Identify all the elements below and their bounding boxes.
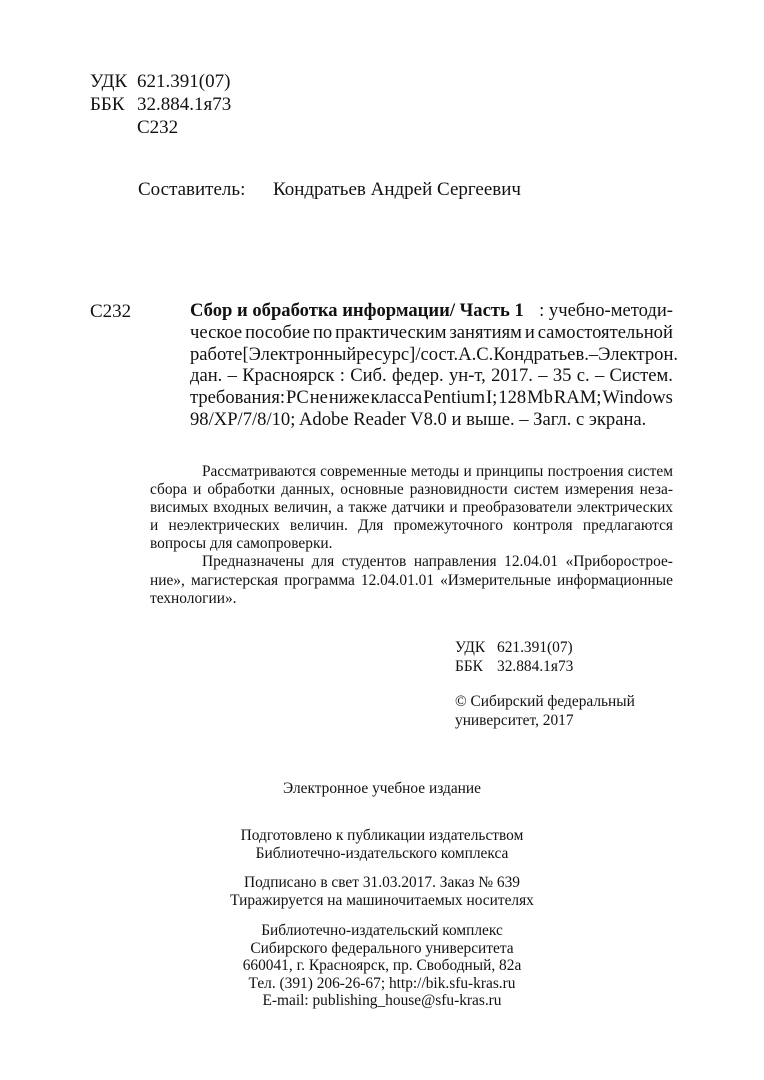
compiler-label: Составитель: xyxy=(138,179,246,200)
bibliographic-line: работе [Электронный ресурс] / сост. А.С. Кондратьев. – Электрон. xyxy=(190,343,679,365)
abstract xyxy=(150,463,673,608)
abstract-line: Рассматриваются современные методы и принципы построения систем xyxy=(202,463,673,480)
bibliographic-line: ческое пособие по практическим занятиям и самостоятельной xyxy=(190,321,673,343)
udk-bbk-block-top xyxy=(90,70,231,139)
copyright-line: © Сибирский федеральный xyxy=(455,693,635,710)
udk-row xyxy=(90,70,231,93)
book-title: Сбор и обработка информации/ Часть 1 xyxy=(190,300,524,321)
publisher-line: 660041, г. Красноярск, пр. Свободный, 82а xyxy=(242,957,522,974)
copyright-notice xyxy=(455,692,635,730)
abstract-line: ние», магистерская программа 12.04.01.01 «Измерительные информационные xyxy=(150,571,673,589)
bibliographic-line-text: : учебно-методи- xyxy=(539,300,673,321)
edition-type-text: Электронное учебное издание xyxy=(283,780,481,797)
bbk-row xyxy=(455,657,573,676)
prepared-line: Библиотечно-издательского комплекса xyxy=(255,844,509,862)
publisher-info xyxy=(0,922,764,1010)
abstract-line: Предназначены для студентов направления 12.04.01 «Приборострое- xyxy=(202,553,673,571)
bibliographic-line: 98/XP/7/8/10; Adobe Reader V8.0 и выше. – Загл. с экрана. xyxy=(190,408,647,430)
signed-line: Подписано в свет 31.03.2017. Заказ № 639 xyxy=(244,874,520,891)
compiler-line xyxy=(138,178,521,201)
signed-line: Тиражируется на машиночитаемых носителях xyxy=(230,891,534,909)
publisher-line: Тел. (391) 206-26-67; http://bik.sfu-kras.ru xyxy=(248,974,516,992)
abstract-line: технологии». xyxy=(150,589,237,607)
bibliographic-line: требования: PC не ниже класса Pentium I; 128 Mb RAM; Windows xyxy=(190,387,673,409)
bibliographic-line xyxy=(190,300,673,322)
udk-label: УДК xyxy=(90,71,128,92)
author-mark: С232 xyxy=(137,117,179,138)
abstract-line: висимых входных величин, а также датчики и преобразователи электрических xyxy=(150,499,673,517)
abstract-line: сбора и обработки данных, основные разновидности систем измерения неза- xyxy=(150,481,673,499)
bibliographic-code: С232 xyxy=(90,301,132,322)
bbk-label: ББК xyxy=(455,658,483,675)
udk-bbk-block-bottom xyxy=(455,638,573,676)
bbk-value: 32.884.1я73 xyxy=(497,658,574,675)
udk-label: УДК xyxy=(455,639,486,656)
bibliographic-description xyxy=(190,300,679,431)
udk-row xyxy=(455,638,573,657)
abstract-line: и неэлектрических величин. Для промежуточного контроля предлагаются xyxy=(150,517,673,535)
edition-type xyxy=(0,780,764,798)
copyright-line: университет, 2017 xyxy=(455,712,574,729)
bibliographic-line: дан. – Красноярск : Сиб. федер. ун-т, 2017. – 35 с. – Систем. xyxy=(190,365,673,387)
compiler-name: Кондратьев Андрей Сергеевич xyxy=(273,179,521,200)
udk-value: 621.391(07) xyxy=(137,71,231,92)
publisher-email: E-mail: publishing_house@sfu-kras.ru xyxy=(262,992,502,1009)
bbk-label: ББК xyxy=(90,94,125,115)
prepared-line: Подготовлено к публикации издательством xyxy=(240,827,524,844)
signed-info xyxy=(0,874,764,909)
udk-value: 621.391(07) xyxy=(497,639,573,656)
publisher-line: Сибирского федерального университета xyxy=(250,939,514,957)
prepared-by xyxy=(0,827,764,862)
bbk-row xyxy=(90,93,231,116)
publisher-line: Библиотечно-издательский комплекс xyxy=(261,922,503,939)
bbk-value: 32.884.1я73 xyxy=(137,94,232,115)
abstract-line: вопросы для самопроверки. xyxy=(150,535,333,553)
